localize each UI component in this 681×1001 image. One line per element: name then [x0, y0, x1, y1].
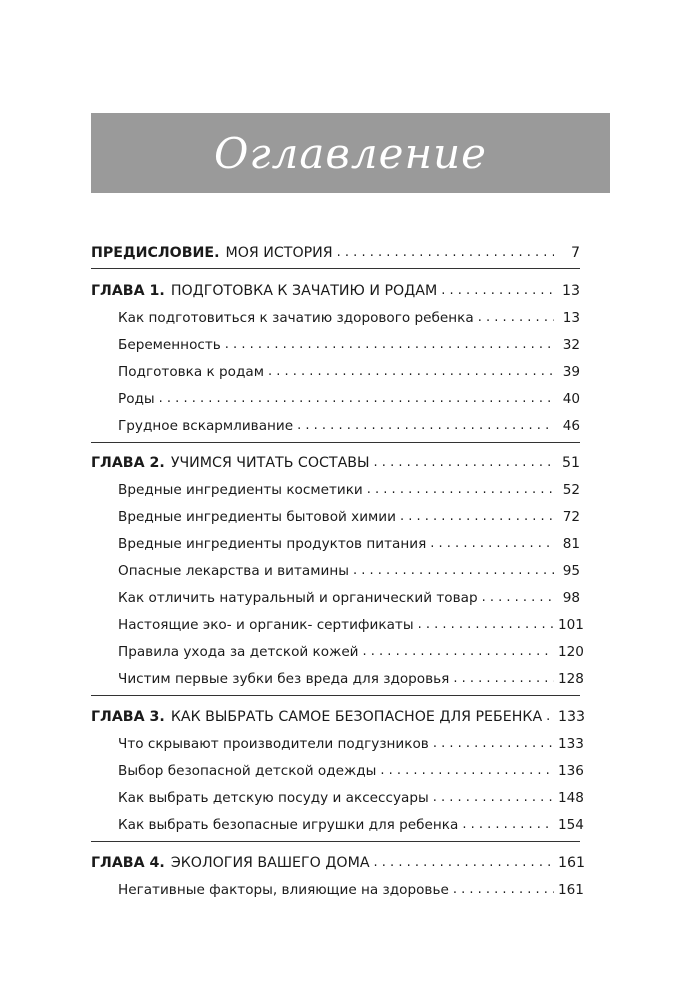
toc-header-banner — [91, 113, 610, 193]
divider — [91, 695, 580, 696]
toc-subentry[interactable] — [118, 733, 584, 753]
toc-leader-dots — [400, 508, 554, 526]
toc-leader-dots — [363, 643, 554, 661]
toc-subentry-page: 13 — [562, 310, 580, 326]
toc-leader-dots — [546, 708, 554, 726]
toc-subentry[interactable] — [118, 479, 580, 499]
toc-chapter-prefix: ГЛАВА 2. — [91, 455, 165, 471]
toc-leader-dots — [453, 881, 554, 899]
toc-subentry-page: 120 — [558, 644, 584, 660]
toc-chapter-1-entry[interactable] — [91, 280, 580, 300]
toc-chapter-page: 161 — [558, 855, 586, 871]
toc-chapter-page: 51 — [561, 455, 580, 471]
toc-leader-dots — [297, 417, 554, 435]
toc-leader-dots — [337, 244, 554, 262]
toc-subentry-title: Как подготовиться к зачатию здорового ребенка — [118, 310, 474, 326]
toc-subentry-title: Как выбрать детскую посуду и аксессуары — [118, 790, 429, 806]
toc-preface-prefix: ПРЕДИСЛОВИЕ. — [91, 245, 220, 261]
toc-subentry[interactable] — [118, 587, 580, 607]
toc-leader-dots — [433, 789, 554, 807]
toc-subentry-page: 148 — [558, 790, 584, 806]
toc-subentry-page: 46 — [562, 418, 580, 434]
toc-subentry-page: 101 — [558, 617, 584, 633]
toc-leader-dots — [353, 562, 554, 580]
toc-subentry[interactable] — [118, 388, 580, 408]
toc-subentry[interactable] — [118, 879, 584, 899]
toc-subentry[interactable] — [118, 415, 580, 435]
toc-subentry-title: Выбор безопасной детской одежды — [118, 763, 377, 779]
toc-chapter-2-entry[interactable] — [91, 452, 580, 472]
toc-subentry[interactable] — [118, 506, 580, 526]
toc-leader-dots — [374, 454, 554, 472]
toc-subentry-title: Грудное вскармливание — [118, 418, 294, 434]
toc-subentry-page: 81 — [562, 536, 580, 552]
toc-subentry[interactable] — [118, 614, 584, 634]
toc-preface-title: МОЯ ИСТОРИЯ — [225, 245, 333, 261]
toc-subentry-title: Подготовка к родам — [118, 364, 264, 380]
toc-leader-dots — [462, 816, 554, 834]
toc-chapter-title: КАК ВЫБРАТЬ САМОЕ БЕЗОПАСНОЕ ДЛЯ РЕБЕНКА — [170, 709, 543, 725]
divider — [91, 442, 580, 443]
toc-subentry-title: Вредные ингредиенты бытовой химии — [118, 509, 396, 525]
toc-leader-dots — [453, 670, 554, 688]
toc-chapter-3-entry[interactable] — [91, 706, 586, 726]
toc-subentry[interactable] — [118, 641, 584, 661]
toc-leader-dots — [478, 309, 554, 327]
toc-leader-dots — [374, 854, 554, 872]
toc-subentry[interactable] — [118, 560, 580, 580]
toc-leader-dots — [430, 535, 554, 553]
toc-chapter-prefix: ГЛАВА 1. — [91, 283, 165, 299]
toc-subentry-title: Что скрывают производители подгузников — [118, 736, 429, 752]
toc-subentry-page: 161 — [558, 882, 584, 898]
toc-leader-dots — [418, 616, 554, 634]
toc-subentry-page: 128 — [558, 671, 584, 687]
toc-subentry-title: Вредные ингредиенты косметики — [118, 482, 363, 498]
toc-leader-dots — [268, 363, 554, 381]
toc-subentry-title: Негативные факторы, влияющие на здоровье — [118, 882, 449, 898]
toc-leader-dots — [367, 481, 554, 499]
toc-chapter-title: ПОДГОТОВКА К ЗАЧАТИЮ И РОДАМ — [170, 283, 438, 299]
toc-leader-dots — [482, 589, 554, 607]
toc-leader-dots — [380, 762, 554, 780]
toc-chapter-title: УЧИМСЯ ЧИТАТЬ СОСТАВЫ — [170, 455, 370, 471]
toc-subentry-title: Опасные лекарства и витамины — [118, 563, 349, 579]
toc-subentry-page: 98 — [562, 590, 580, 606]
toc-subentry-title: Как выбрать безопасные игрушки для ребенка — [118, 817, 459, 833]
toc-subentry-title: Как отличить натуральный и органический товар — [118, 590, 478, 606]
toc-subentry-title: Роды — [118, 391, 155, 407]
toc-chapter-prefix: ГЛАВА 4. — [91, 855, 165, 871]
toc-subentry-title: Чистим первые зубки без вреда для здоровья — [118, 671, 450, 687]
toc-preface-entry[interactable] — [91, 242, 580, 262]
toc-subentry[interactable] — [118, 307, 580, 327]
toc-chapter-title: ЭКОЛОГИЯ ВАШЕГО ДОМА — [170, 855, 370, 871]
toc-subentry-page: 154 — [558, 817, 584, 833]
toc-subentry[interactable] — [118, 533, 580, 553]
toc-subentry-page: 39 — [562, 364, 580, 380]
divider — [91, 268, 580, 269]
toc-chapter-page: 13 — [561, 283, 580, 299]
toc-subentry[interactable] — [118, 361, 580, 381]
toc-subentry[interactable] — [118, 334, 580, 354]
toc-heading: Оглавление — [213, 128, 488, 178]
toc-subentry-title: Правила ухода за детской кожей — [118, 644, 359, 660]
toc-subentry-page: 136 — [558, 763, 584, 779]
toc-leader-dots — [433, 735, 554, 753]
toc-subentry-title: Беременность — [118, 337, 221, 353]
toc-subentry[interactable] — [118, 787, 584, 807]
divider — [91, 841, 580, 842]
toc-subentry-page: 40 — [562, 391, 580, 407]
toc-leader-dots — [441, 282, 554, 300]
toc-subentry[interactable] — [118, 668, 584, 688]
toc-preface-page: 7 — [570, 245, 580, 261]
toc-subentry-page: 52 — [562, 482, 580, 498]
toc-subentry[interactable] — [118, 760, 584, 780]
toc-chapter-prefix: ГЛАВА 3. — [91, 709, 165, 725]
toc-subentry[interactable] — [118, 814, 584, 834]
toc-subentry-page: 95 — [562, 563, 580, 579]
toc-leader-dots — [159, 390, 554, 408]
toc-subentry-page: 32 — [562, 337, 580, 353]
toc-chapter-4-entry[interactable] — [91, 852, 586, 872]
toc-leader-dots — [225, 336, 554, 354]
toc-subentry-page: 133 — [558, 736, 584, 752]
toc-subentry-title: Настоящие эко- и органик- сертификаты — [118, 617, 414, 633]
toc-chapter-page: 133 — [558, 709, 586, 725]
toc-subentry-page: 72 — [562, 509, 580, 525]
toc-subentry-title: Вредные ингредиенты продуктов питания — [118, 536, 427, 552]
